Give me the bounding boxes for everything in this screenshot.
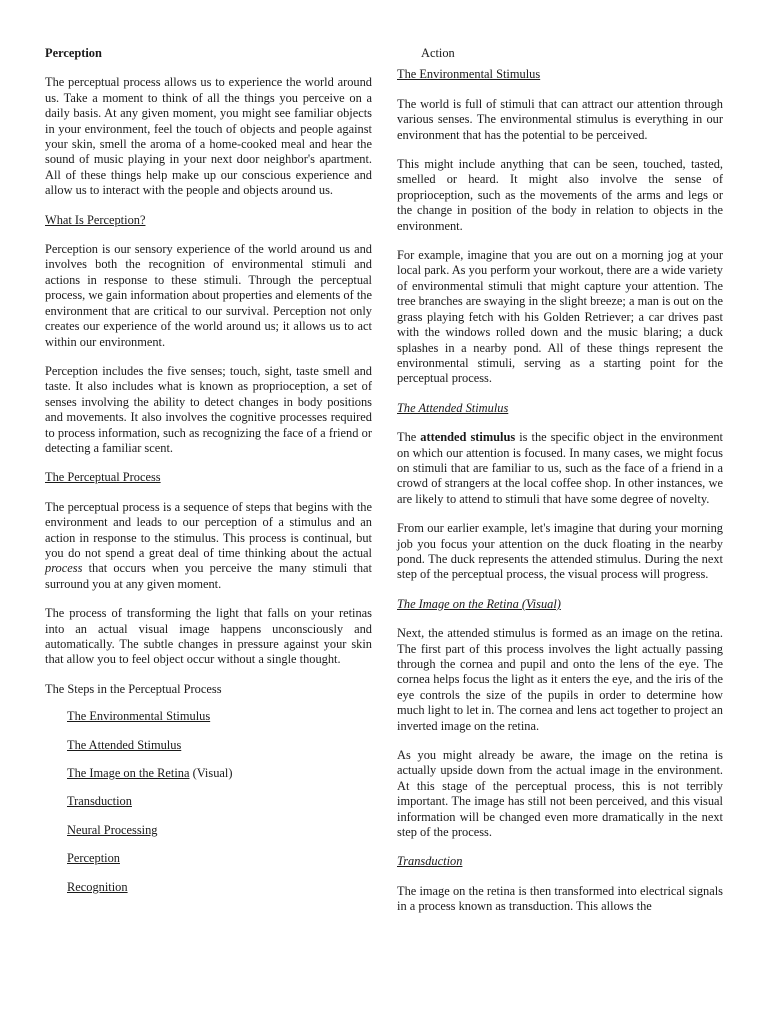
- section-heading-image-on-retina: The Image on the Retina (Visual): [397, 596, 561, 611]
- document-title: Perception: [45, 46, 102, 60]
- step-item: [67, 709, 372, 724]
- right-column: [397, 46, 723, 929]
- step-item: [67, 823, 372, 838]
- img-paragraph-1: Next, the attended stimulus is formed as an image on the retina. The first part of this process involves the light actually passing through the cornea and pupil and onto the lens of the eye. The cornea helps focus the light as it enters the eye, and the iris of the eye controls the size of the pupils in order to determine how much light to let in. The cornea and lens act together to project an inverted image on the retina.: [397, 626, 723, 733]
- step-link-environmental-stimulus[interactable]: The Environmental Stimulus: [67, 709, 211, 724]
- section-heading-perceptual-process: The Perceptual Process: [45, 470, 161, 485]
- att-p1-text-b: is the specific object in the environment on which our attention is focused. In many cases, we might focus on stimuli that are familiar to us, such as the face of a friend in a crowd of strangers at the local coffee shop. In other instances, we are likely to attend to stimuli that have some degree of novelty.: [397, 430, 723, 506]
- env-paragraph-3: For example, imagine that you are out on a morning jog at your local park. As you perform your workout, there are a wide variety of environmental stimuli that might capture your attention. The tree branches are swaying in the slight breeze; a man is out on the grass playing fetch with his Golden Retriever; a car drives past with the windows rolled down and the music blaring; a duck splashes in a nearby pond. All of these things represent the environmental stimuli, serving as a starting point for the perceptual process.: [397, 248, 723, 386]
- step-item: [67, 766, 372, 781]
- att-p1-text-a: The: [397, 430, 421, 445]
- step-item: [67, 880, 372, 895]
- step-label-action: Action: [421, 46, 455, 60]
- steps-heading: The Steps in the Perceptual Process: [45, 681, 222, 696]
- step-item: [67, 794, 372, 809]
- process-paragraph-2: The process of transforming the light that falls on your retinas into an actual visual image happens unconsciously and automatically. The subtle changes in pressure against your skin that allow you to feel object occur without a single thought.: [45, 606, 372, 667]
- att-paragraph-1: [397, 430, 723, 507]
- step-link-attended-stimulus[interactable]: The Attended Stimulus: [67, 737, 182, 752]
- att-paragraph-2: From our earlier example, let's imagine that during your morning job you focus your attention on the duck floating in the nearby pond. The duck represents the attended stimulus. During the next step of the perceptual process, the visual process will progress.: [397, 521, 723, 582]
- trans-paragraph-1: The image on the retina is then transformed into electrical signals in a process known as transduction. This allows the: [397, 883, 723, 914]
- env-paragraph-1: The world is full of stimuli that can attract our attention through various senses. The environmental stimulus is everything in our environment that has the potential to be perceived.: [397, 96, 723, 142]
- step-item: [67, 738, 372, 753]
- step-link-image-on-retina[interactable]: The Image on the Retina: [67, 766, 190, 781]
- img-paragraph-2: As you might already be aware, the image on the retina is actually upside down from the actual image in the environment. At this stage of the perceptual process, this is not terribly important. The image has still not been perceived, and this visual information will be changed even more dramatically in the next step of the process.: [397, 748, 723, 840]
- what-paragraph-2: Perception includes the five senses; touch, sight, taste smell and taste. It also includes what is known as proprioception, a set of senses involving the ability to detect changes in body positions and movements. It also involves the cognitive processes required to process information, such as recognizing the face of a friend or detecting a familiar scent.: [45, 363, 372, 455]
- step-link-recognition[interactable]: Recognition: [67, 879, 128, 894]
- section-heading-what-is-perception: What Is Perception?: [45, 212, 146, 227]
- att-p1-bold: attended stimulus: [420, 430, 516, 445]
- what-paragraph-1: Perception is our sensory experience of the world around us and involves both the recognition of environmental stimuli and actions in response to these stimuli. Through the perceptual process, we gain information about properties and elements of the environment that are critical to our survival. Perception not only creates our experience of the world around us; it allows us to act within our environment.: [45, 242, 372, 349]
- process-p1-text-a: The perceptual process is a sequence of steps that begins with the environment and leads to our perception of a stimulus and an action in response to the stimulus. This process is continual, but you do not spend a great deal of time thinking about the actual: [45, 499, 372, 560]
- steps-list: [45, 709, 372, 895]
- step-suffix-visual: (Visual): [189, 766, 233, 781]
- step-link-perception[interactable]: Perception: [67, 851, 120, 866]
- step-item: [67, 851, 372, 866]
- process-paragraph-1: [45, 500, 372, 592]
- section-heading-transduction: Transduction: [397, 854, 463, 869]
- process-p1-italic: process: [45, 561, 83, 576]
- section-heading-environmental-stimulus: The Environmental Stimulus: [397, 67, 541, 82]
- env-paragraph-2: This might include anything that can be seen, touched, tasted, smelled or heard. It might also involve the sense of proprioception, such as the movements of the arms and legs or the change in position of the body in relation to objects in the environment.: [397, 157, 723, 233]
- step-link-neural-processing[interactable]: Neural Processing: [67, 822, 158, 837]
- intro-paragraph: The perceptual process allows us to experience the world around us. Take a moment to think of all the things you perceive on a daily basis. At any given moment, you might see familiar objects in your environment, feel the touch of objects and people against your skin, smell the aroma of a home-cooked meal and hear the sound of music playing in your next door neighbor's apartment. All of these things help make up our conscious experience and allow us to interact with the people and objects around us.: [45, 75, 372, 198]
- section-heading-attended-stimulus: The Attended Stimulus: [397, 400, 509, 415]
- left-column: [45, 46, 372, 908]
- step-link-transduction[interactable]: Transduction: [67, 794, 132, 809]
- process-p1-text-b: that occurs when you perceive the many stimuli that surround you at any given moment.: [45, 561, 372, 591]
